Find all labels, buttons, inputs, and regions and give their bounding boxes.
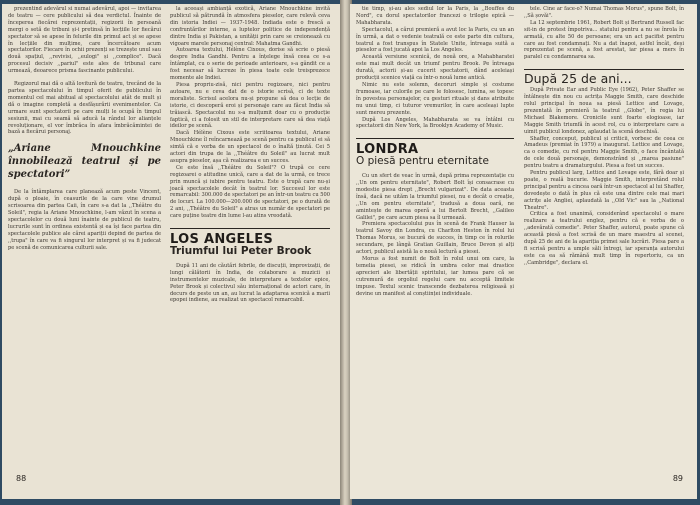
body-text: Dacă Hélène Cixous este scriitoarea textului, Ariane Mnouchkine îl reîncarnează pe scenă pentru ca publicul ei să simtă că e vorba de un spectacol de o înaltă ținută. Cei 5 actori din trupa de la ,,Théâtre du Soleil" au lucrat mult asupra pieselor, așa că realizarea e un succes. (170, 130, 330, 164)
body-text: La 12 septembrie 1961, Robert Bolt și Bertrand Russell fac sit-in de protest împotriva... statului pentru a nu se înrola în armată, cu alte 50 de persoane; era un act pacifist pentru care au fost condamnați. Nu a dat înapoi, astfel încât, deși reprezentat pe scenă, a fost arestat, iar piesa a mers în paralel cu condamnarea sa. (524, 19, 684, 61)
body-text: prezentind adevărul si numai adevărul, apoi — invitarea de teatru — cere publicului să dea verdictul. Înainte de începerea fiecărei reprezentații, regizorii în persoană mergi o setă de tribuni și-i pretinsă în lecțiile lor fiecărui spectator să se apese în felurile din primul act și se apese în lecțiile din mulțime, care încercătoare acum spectatorilor. Fiecare în ochii prezenți se trezește unul sau două spațiul, ,,revivisi, ,,eulogi" și ,,complice". Dacă procesul decisiv ,,pariul" este ales de tribunal care urmează, deoarece prisma fascinante publicului. (8, 6, 161, 75)
left-column-1 (8, 6, 161, 251)
page-number-left: 88 (16, 474, 27, 483)
body-text: După 11 ani de căutări febrile, de discuții, improvizații, de lungi călătorii în India, de colaborare a muzicii și instrumentelor muzicale, de interpretare a textelor epice, Peter Brook și colectivul său internațional de actori care, în decurs de peste un an, au lucrat la adaptarea scenică a marii epopei indiene, au realizat un spectacol remarcabil. (170, 262, 330, 304)
section-rule (356, 138, 514, 139)
body-text: Piesa propriu-zisă, nici pentru regizoare, nici pentru autoare, nu e ceva dat de o istorie scrisă, ci de texte moraliste. Scrisul acelora nu-și propune să dea o lecție de istorie, ci descoperă eroi și personaje care au făcut India să trăiască. Spectacolul nu s-a mulțumit doar cu o producție faptică, ci a folosit un stil de interpretare care să dea viață ideilor pe scenă. (170, 81, 330, 130)
section-subtitle: Triumful lui Peter Brook (170, 245, 312, 257)
section-subtitle: O piesă pentru eternitate (356, 155, 489, 168)
body-text: tie timp, și-au ales sediul lor la Paris, la ,,Bouffes du Nord", cu dorul spectatorilor francezi o trilogie epică — Mahabharata. (356, 6, 514, 26)
body-text: Premiera spectacolului pus în scenă de Frank Hauser la teatrul Savoy din Londra, cu Charlton Heston în rolul lui Thomas Morus, se bucură de succes, în timp ce în rolurile secundare, pe lângă Gratian Guillain, Bruce Devon și alți actori, publicul asistă la o nouă lectură a piesei. (356, 221, 514, 256)
section-rule (524, 69, 684, 70)
body-text: la aceeași ambianță exotică, Ariane Mnouchkine invită publicul să pătrundă în atmosfera pieselor, care relevă ceva din istoria Indiei — 1937-1948. Indiada este o frescă a confruntărilor interne, a luptelor politice de independență dintre India și Pakistan, a unității prin care se creionează cu vigoare marele personaj central: Mahatma Gandhi. (170, 6, 330, 47)
section-title-dupa-25-de-ani: După 25 de ani... (524, 71, 632, 87)
body-text: Critica a fost unanimă, considerând spectacolul o mare realizare a teatrului englez, pentru că e vorba de o ,,adevărată comedie". Peter Shaffer, autorul, poate spune că această piesă a fost scrisă de un mare maestru al scenei, după 25 de ani de la apariția primei sale lucrări. Piesa pare a fi scrisă pentru a umple săli întregi, iar speranța autorului este ca ea să rămână mult timp în repertoriu, ca un ,,Cambridge", declara el. (524, 211, 684, 266)
body-text: Spectacolul, a cărui premieră a avut loc la Paris, cu un an în urmă, a dat o vedenie teatrală ce este parte din cultura, teatrul a fost transpus în Statele Unite, întreaga suită a pieselor a fost jucată apoi la Los Angeles. (356, 26, 514, 54)
body-text: Această versiune scenică, de nouă ore, a Mahabharatei este mai mult decât un triumf pentru Brook. Pe întreaga durată, actorii și-au cucerit spectatorii, dând aceleiași producții scenice viață ca într-o nouă lume antică. (356, 54, 514, 82)
right-page (350, 4, 697, 499)
body-text: Regizorul mai dă o altă lovitură de teatru, trecând de la partea spectacolului în timpul oferit de publicului în momentul cel mai abitual al spectacolului atât de mult și dă o imagine completă a desfășurării evenimentelor. Ca urmare sunt spectatorii pe care mulți le ocupă în timpul sesiunii, mai cu seamă să aducă la rândul lor alianțele revoluționare, el vor îmbrăca în afara îmbrăcămintei de bază a fiecărui personaj. (8, 81, 161, 136)
body-text: După Private Ear and Public Eye (1962), Peter Shaffer se întâlnește din nou cu actrița Maggie Smith, care deschide rolul principal în noua sa piesă Lettice and Lovage, prezentată în premieră la teatrul ,,Globe", în regia lui Michael Blakemore. Cronicile sunt foarte elogioase, iar Maggie Smith triumfă în acest rol, cu o interpretare care a uimit publicul londonez, aplaudat la scenă deschisă. (524, 87, 684, 135)
body-text: Autoarea textului, Hélène Cixous, dorise să scrie o piesă despre India Gandhi. Pentru a înțelege însă ceea ce s-a întâmplat, cu o serie de perioade anterioare, s-a gândit ce a fost necesar să lucreze în piesa toate cele treisprezece momente ale Indiei. (170, 47, 330, 82)
section-title-londra: LONDRA (356, 142, 419, 158)
body-text: După Los Angeles, Mahabharata se va întâlni cu spectatorii din New York, la Brooklyn Academy of Music. (356, 116, 514, 130)
section-rule (170, 228, 330, 229)
right-column-2 (524, 6, 684, 267)
pull-quote: „Ariane Mnouchkine înnobilează teatrul și pe spectatori” (8, 143, 161, 181)
left-column-2 (170, 6, 330, 304)
body-text: Ce este însă ,,Théâtre du Soleil"? O trupă ce cere regizoarei o atitudine unică, care a dat de la urmă, ce trece prin muncă și iubire pentru teatru. Este o trupă care nu-și joacă spectacolele decât în teatrul lor. Succesul lor este remarcabil: 300.000 de spectatori pe an într-un teatru cu 500 de locuri. La 100.000—200.000 de spectatori, pe o durată de 2 ani, ,,Théâtre du Soleil" a atras un număr de spectatori pe care puține teatre din lume l-au atins vreodată. (170, 164, 330, 220)
right-column-1 (356, 6, 514, 297)
body-text: Morus a fost numit de Bolt în rolul unui om care, la temelia piesei, se ridică în umbra celor mai drastice aprecieri ale libertății spiritului, iar lumea pare că se cutremură de orgoliul regelui care nu acceptă limitele impuse. Textul scenic transcende dezbaterea religioasă și devine un manifest al conștiinței individuale. (356, 256, 514, 297)
body-text: tele. Cine ar face-o? Numai Thomas Morus", spune Bolt, în ,,Să șovăi". (524, 6, 684, 19)
section-title-los-angeles: LOS ANGELES (170, 232, 274, 248)
body-text: Nimic nu este solemn, decoruri simple și costume frumoase, iar culorile pe care le folosesc, lumina, se topesc în povestea personajelor, cu gesturi rituale și dans atribuite nu unui timp, ci tuturor vremurilor, în care aceleași lupte sunt mereu prezente. (356, 81, 514, 116)
body-text: Pentru publicul larg, Lettice and Lovage este, fără doar și poate, o reală bucurie. Maggie Smith, interpretând rolul principal pentru a cincea oară într-un spectacol al lui Shaffer, dovedește o dată în plus că este una dintre cele mai mari actrițe ale Angliei, aplaudată la ,,Old Vic" sau la ,,National Theatre". (524, 170, 684, 211)
left-page (2, 4, 342, 499)
body-text: De la întâmplarea care planează acum peste Vincent, după o ploaie, în ceasurile de la care vine drumul scrisoarea din partea Caii, în care s-a dat la ,,Théâtre du Soleil", regia la Ariane Mnouchkine, l-am văzut în scena a spectacolelor cu două luni înainte de publicul de teatru, lucrurile sunt în ordinea existentă și ea își face partea din spectacolele publice ale cărei apariții depind de partea de ,,trupa" în care va fi singurul lor interpret și va fi judecat pe scenă de comunicarea culturii sale. (8, 189, 161, 251)
page-number-right: 89 (672, 474, 683, 483)
body-text: Cu un sfert de veac în urmă, după prima reprezentație cu ,,Un om pentru eternitate", Robert Bolt își consacrase cu modestie piesa drept ,,Brecht vulgarizat". De data aceasta însă, dacă ne uităm la triumful piesei, nu e decât o creație, ,,Un om pentru eternitate", tradusă a doua oară, ne amintește de marea operă a lui Bertolt Brecht, ,,Galileo Galilei", pe care acum piesa sa îl urmează. (356, 173, 514, 221)
body-text: Shaffer, conceput, publicul și criticii, vorbesc de ceea ce Amadeus (premiat în 1979) a inaugurat. Lettice and Lovage, ca o comedie, cu rol pentru Maggie Smith, o face încântată de cele două personaje, demonstrând și ,,marea pasiune" pentru teatru a dramaturgului. Piesa a fost un succes. (524, 135, 684, 170)
